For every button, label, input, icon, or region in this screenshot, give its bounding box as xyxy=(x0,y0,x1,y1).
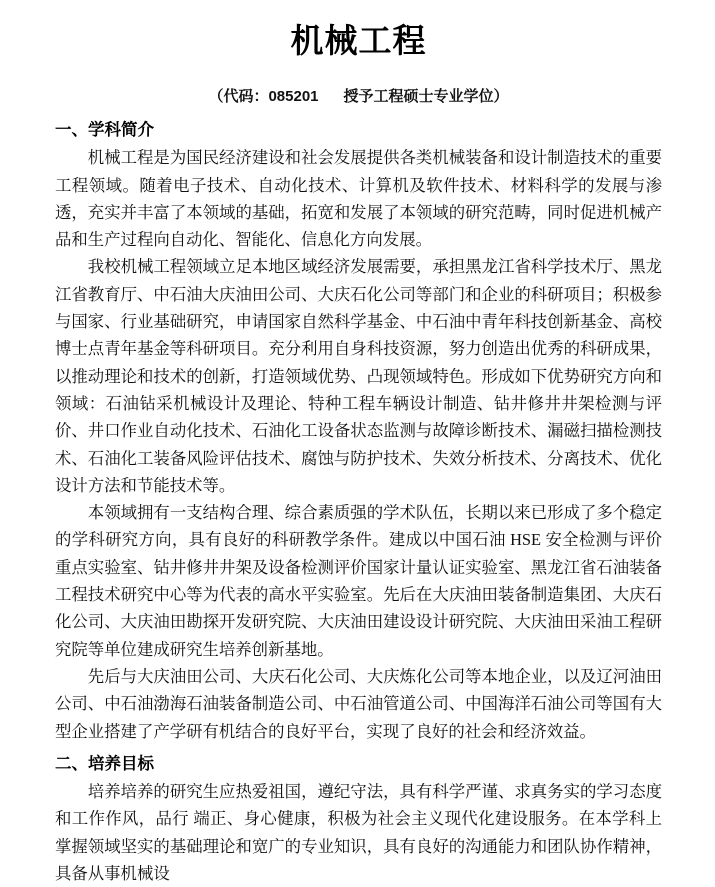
section-discipline-intro xyxy=(55,117,662,745)
document-subtitle-code-line: （代码：085201 授予工程硕士专业学位） xyxy=(208,88,509,105)
paragraph-research-projects: 我校机械工程领域立足本地区域经济发展需要，承担黑龙江省科学技术厅、黑龙江省教育厅、中石油大庆油田公司、大庆石化公司等部门和企业的科研项目；积极参与国家、行业基础研究，申请国家自然科学基金、中石油中青年科技创新基金、高校博士点青年基金等科研项目。充分利用自身科技资源，努力创造出优秀的科研成果，以推动理论和技术的创新，打造领域优势、凸现领域特色。形成如下优势研究方向和领域：石油钻采机械设计及理论、特种工程车辆设计制造、钻井修井井架检测与评价、井口作业自动化技术、石油化工设备状态监测与故障诊断技术、漏磁扫描检测技术、石油化工装备风险评估技术、腐蚀与防护技术、失效分析技术、分离技术、优化设计方法和节能技术等。 xyxy=(55,257,662,495)
section-heading-training-objectives: 二、培养目标 xyxy=(55,754,154,773)
document-title: 机械工程 xyxy=(290,22,427,59)
section-heading-discipline-intro: 一、学科简介 xyxy=(55,121,154,139)
section-training-objectives xyxy=(55,751,662,887)
paragraph-training-objectives: 培养培养的研究生应热爱祖国，遵纪守法，具有科学严谨、求真务实的学习态度和工作作风，品行 端正、身心健康，积极为社会主义现代化建设服务。在本学科上掌握领域坚实的基础理论和宽广的专业知识，具有良好的沟通能力和团队协作精神，具备从事机械设 xyxy=(55,782,662,884)
paragraph-enterprise-cooperation: 先后与大庆油田公司、大庆石化公司、大庆炼化公司等本地企业，以及辽河油田公司、中石油渤海石油装备制造公司、中石油管道公司、中国海洋石油公司等国有大型企业搭建了产学研有机结合的良好平台，实现了良好的社会和经济效益。 xyxy=(55,666,662,741)
paragraph-discipline-overview: 机械工程是为国民经济建设和社会发展提供各类机械装备和设计制造技术的重要工程领域。随着电子技术、自动化技术、计算机及软件技术、材料科学的发展与渗透，充实并丰富了本领域的基础，拓宽和发展了本领域的研究范畴，同时促进机械产品和生产过程向自动化、智能化、信息化方向发展。 xyxy=(55,148,662,250)
paragraph-academic-team-labs: 本领域拥有一支结构合理、综合素质强的学术队伍，长期以来已形成了多个稳定的学科研究方向，具有良好的科研教学条件。建成以中国石油 HSE 安全检测与评价重点实验室、钻井修井井架及设备检测评价国家计量认证实验室、黑龙江省石油装备工程技术研究中心等为代表的高水平实验室。先后在大庆油田装备制造集团、大庆石化公司、大庆油田勘探开发研究院、大庆油田建设设计研究院、大庆油田采油工程研究院等单位建成研究生培养创新基地。 xyxy=(55,503,662,659)
